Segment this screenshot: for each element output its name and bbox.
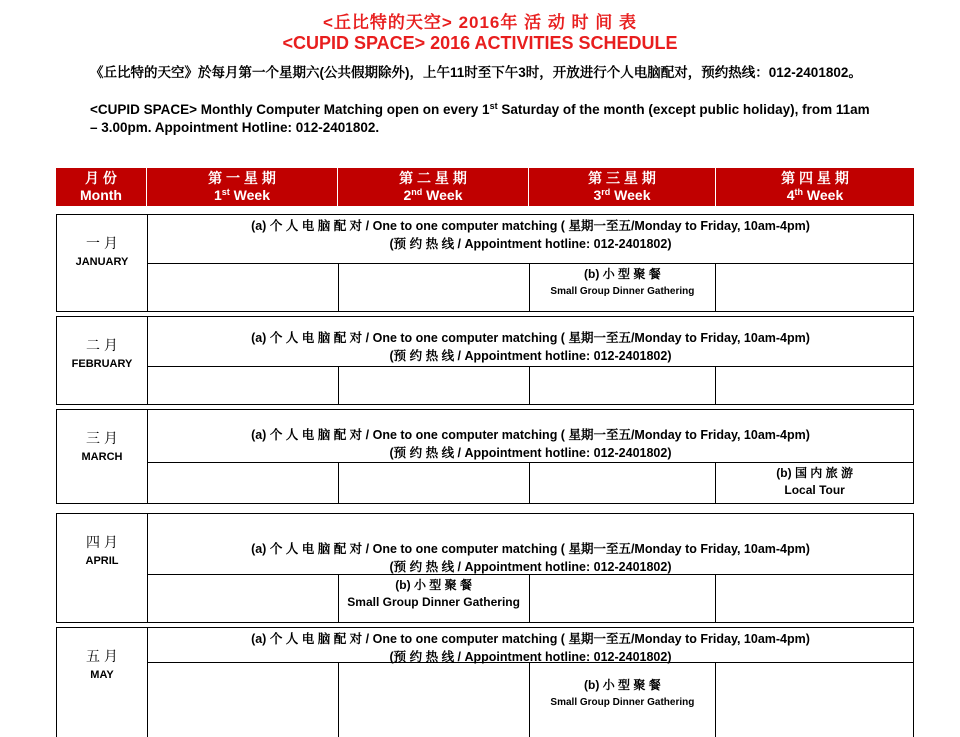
week-cell	[339, 663, 530, 737]
week-cell	[339, 264, 530, 311]
activity-computer-matching: (a) 个 人 电 脑 配 对 / One to one computer matching ( 星期一至五/Monday to Friday, 10am-4pm) (预 约 热 线 / Appointment hotline: 012-2401802)	[251, 219, 810, 251]
week-grid	[148, 263, 913, 311]
event-dinner-gathering: (b) 小 型 聚 餐 Small Group Dinner Gathering	[530, 663, 717, 737]
month-cell: 四 月 APRIL	[57, 514, 148, 622]
header-week-4: 第 四 星 期 4th Week	[781, 170, 849, 203]
month-row-march	[56, 409, 914, 504]
header-week-1: 第 一 星 期 1st Week	[147, 168, 338, 206]
activity-computer-matching: (a) 个 人 电 脑 配 对 / One to one computer matching ( 星期一至五/Monday to Friday, 10am-4pm) (预 约 热 线 / Appointment hotline: 012-2401802)	[251, 632, 810, 664]
intro-chinese: 《丘比特的天空》於每月第一个星期六(公共假期除外)，上午11时至下午3时，开放进行个人电脑配对，预约热线：012-2401802。	[90, 65, 862, 80]
week-grid	[148, 366, 913, 404]
week-grid	[148, 662, 913, 737]
week-cell	[530, 575, 717, 622]
schedule-header	[56, 168, 914, 206]
week-cell	[339, 463, 530, 503]
week-cell	[530, 367, 717, 404]
activity-computer-matching: (a) 个 人 电 脑 配 对 / One to one computer matching ( 星期一至五/Monday to Friday, 10am-4pm) (预 约 热 线 / Appointment hotline: 012-2401802)	[251, 331, 810, 363]
month-cell: 二 月 FEBRUARY	[57, 317, 148, 404]
month-cell: 三 月 MARCH	[57, 410, 148, 503]
month-row-february	[56, 316, 914, 405]
event-dinner-gathering: (b) 小 型 聚 餐 Small Group Dinner Gathering	[339, 575, 530, 622]
event-local-tour: (b) 国 内 旅 游 Local Tour	[776, 466, 853, 497]
week-cell	[148, 663, 339, 737]
week-cell	[339, 367, 530, 404]
week-cell	[716, 264, 913, 311]
month-cell: 五 月 MAY	[57, 628, 148, 737]
month-row-january	[56, 214, 914, 312]
month-row-april	[56, 513, 914, 623]
week-grid	[148, 574, 913, 622]
week-cell	[148, 575, 339, 622]
week-cell	[148, 367, 339, 404]
week-grid	[148, 462, 913, 503]
week-cell	[716, 663, 913, 737]
activity-computer-matching: (a) 个 人 电 脑 配 对 / One to one computer matching ( 星期一至五/Monday to Friday, 10am-4pm) (预 约 热 线 / Appointment hotline: 012-2401802)	[251, 542, 810, 574]
week-cell	[148, 264, 339, 311]
month-row-may	[56, 627, 914, 737]
header-week-3: 第 三 星 期 3rd Week	[529, 168, 716, 206]
week-cell	[530, 463, 717, 503]
month-cell: 一 月 JANUARY	[57, 215, 148, 311]
header-week-2: 第 二 星 期 2nd Week	[338, 168, 529, 206]
week-cell	[716, 367, 913, 404]
title-chinese: <丘比特的天空> 2016年 活 动 时 间 表	[322, 13, 637, 32]
event-dinner-gathering: (b) 小 型 聚 餐 Small Group Dinner Gathering	[530, 264, 717, 311]
activity-computer-matching: (a) 个 人 电 脑 配 对 / One to one computer matching ( 星期一至五/Monday to Friday, 10am-4pm) (预 约 热 线 / Appointment hotline: 012-2401802)	[251, 428, 810, 460]
header-month: 月 份 Month	[56, 168, 147, 206]
title-english: <CUPID SPACE> 2016 ACTIVITIES SCHEDULE	[282, 33, 678, 53]
week-cell	[716, 575, 913, 622]
intro-english: <CUPID SPACE> Monthly Computer Matching open on every 1st Saturday of the month (except public holiday), from 11am – 3.00pm. Appointment Hotline: 012-2401802.	[90, 101, 870, 135]
week-cell	[148, 463, 339, 503]
